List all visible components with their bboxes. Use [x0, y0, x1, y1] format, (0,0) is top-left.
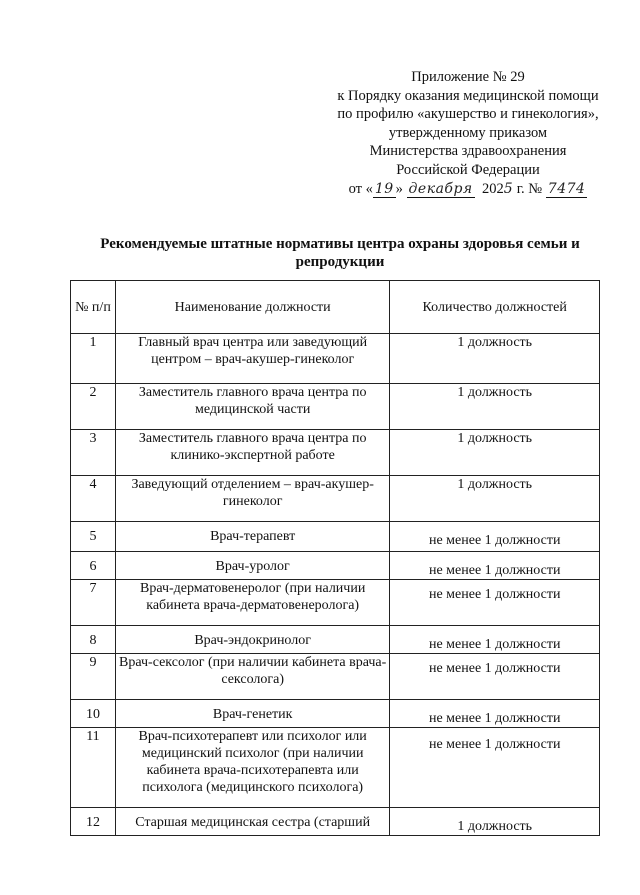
appendix-line: к Порядку оказания медицинской помощи — [337, 87, 599, 104]
position-count: не менее 1 должности — [390, 700, 600, 728]
appendix-line: Российской Федерации — [396, 161, 540, 178]
date-prefix: от « — [348, 180, 373, 197]
position-name: Заведующий отделением – врач-акушер-гинеколог — [115, 476, 390, 522]
table-row — [71, 626, 600, 654]
row-number: 10 — [71, 700, 116, 728]
table-row — [71, 476, 600, 522]
year-suffix: г. № — [516, 180, 543, 197]
appendix-header — [318, 68, 618, 198]
row-number: 3 — [71, 430, 116, 476]
column-header-position: Наименование должности — [115, 281, 390, 334]
position-count: не менее 1 должности — [390, 654, 600, 700]
handwritten-order-number: 7474 — [547, 180, 586, 197]
row-number: 8 — [71, 626, 116, 654]
row-number: 9 — [71, 654, 116, 700]
position-count: 1 должность — [390, 476, 600, 522]
position-count: не менее 1 должности — [390, 552, 600, 580]
position-count: 1 должность — [390, 808, 600, 836]
table-row — [71, 728, 600, 808]
appendix-line: утвержденному приказом — [388, 124, 548, 141]
position-name: Врач-генетик — [115, 700, 390, 728]
appendix-line: Министерства здравоохранения — [369, 143, 567, 160]
position-count: 1 должность — [390, 430, 600, 476]
position-count: не менее 1 должности — [390, 580, 600, 626]
row-number: 4 — [71, 476, 116, 522]
position-count: не менее 1 должности — [390, 522, 600, 552]
position-name: Врач-дерматовенеролог (при наличии кабинета врача-дерматовенеролога) — [115, 580, 390, 626]
appendix-line: Приложение № 29 — [411, 69, 525, 85]
table-row — [71, 384, 600, 430]
table-row — [71, 700, 600, 728]
date-mid: » — [395, 180, 403, 197]
table-row — [71, 654, 600, 700]
staff-table — [70, 280, 600, 836]
position-count: 1 должность — [390, 334, 600, 384]
row-number: 11 — [71, 728, 116, 808]
table-row — [71, 430, 600, 476]
position-name: Врач-эндокринолог — [115, 626, 390, 654]
position-name: Врач-терапевт — [115, 522, 390, 552]
handwritten-year-digit: 5 — [503, 180, 514, 197]
table-row — [71, 552, 600, 580]
table-row — [71, 808, 600, 836]
position-name: Главный врач центра или заведующий центром – врач-акушер-гинеколог — [115, 334, 390, 384]
position-name: Врач-уролог — [115, 552, 390, 580]
position-name: Старшая медицинская сестра (старший — [115, 808, 390, 836]
column-header-count: Количество должностей — [390, 281, 600, 334]
table-header-row — [71, 281, 600, 334]
handwritten-month: декабря — [408, 180, 473, 197]
document-title: Рекомендуемые штатные нормативы центра охраны здоровья семьи и репродукции — [100, 236, 580, 270]
row-number: 5 — [71, 522, 116, 552]
position-count: не менее 1 должности — [390, 626, 600, 654]
table-row — [71, 522, 600, 552]
position-count: 1 должность — [390, 384, 600, 430]
row-number: 2 — [71, 384, 116, 430]
table-row — [71, 580, 600, 626]
appendix-line: по профилю «акушерство и гинекология», — [337, 106, 599, 123]
position-name: Заместитель главного врача центра по клинико-экспертной работе — [115, 430, 390, 476]
position-name: Врач-сексолог (при наличии кабинета врача-сексолога) — [115, 654, 390, 700]
position-name: Врач-психотерапевт или психолог или медицинский психолог (при наличии кабинета врача-психотерапевта или психолога (медицинского психолога) — [115, 728, 390, 808]
row-number: 1 — [71, 334, 116, 384]
row-number: 12 — [71, 808, 116, 836]
table-row — [71, 334, 600, 384]
row-number: 7 — [71, 580, 116, 626]
order-date-line — [318, 180, 618, 199]
row-number: 6 — [71, 552, 116, 580]
handwritten-day: 19 — [374, 180, 394, 197]
column-header-number: № п/п — [71, 281, 116, 334]
position-name: Заместитель главного врача центра по медицинской части — [115, 384, 390, 430]
position-count: не менее 1 должности — [390, 728, 600, 808]
year-prefix: 202 — [481, 180, 504, 197]
